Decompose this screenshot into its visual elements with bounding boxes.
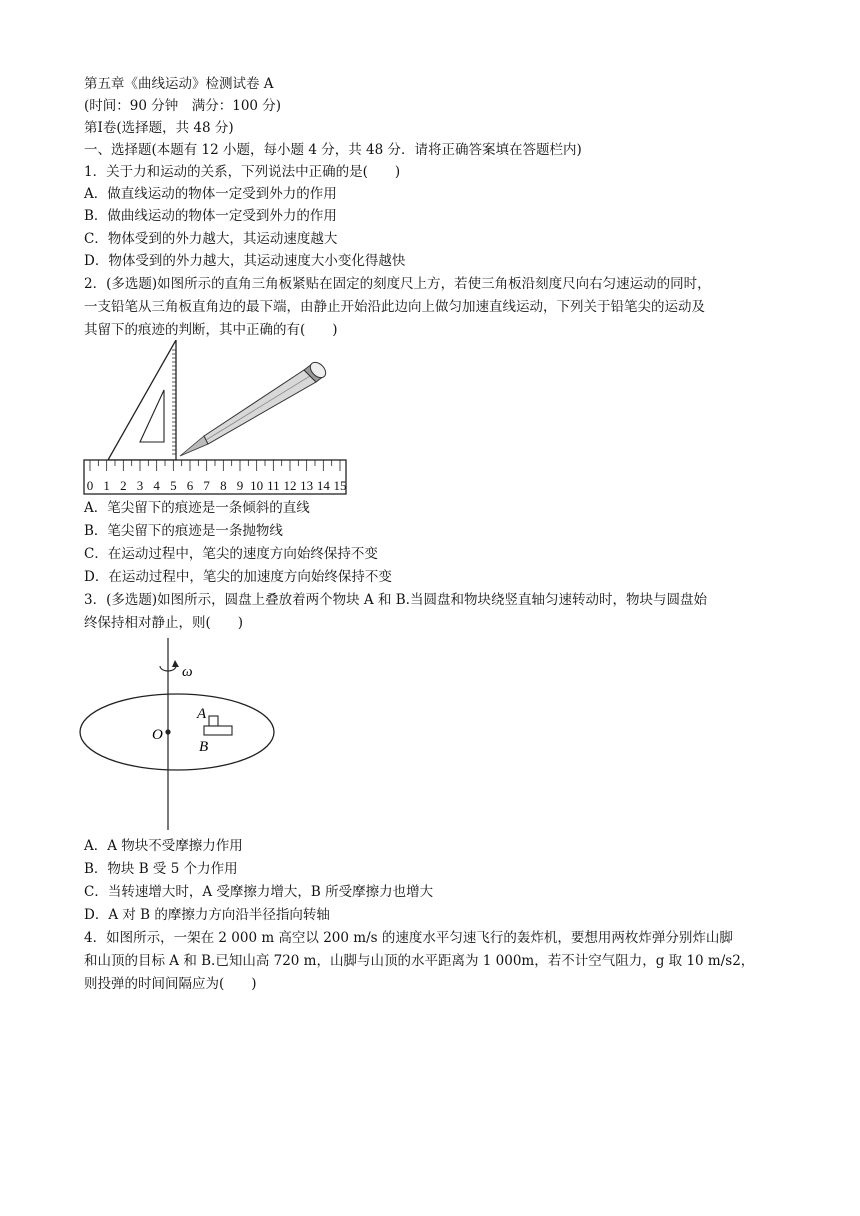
pencil-icon [180,359,329,456]
q2-option-a: A．笔尖留下的痕迹是一条倾斜的直线 [84,500,310,516]
center-point [165,729,170,734]
ruler-number: 6 [186,478,194,493]
ruler-number: 3 [136,478,144,493]
q2-stem-line-2: 一支铅笔从三角板直角边的最下端，由静止开始沿此边向上做匀加速直线运动，下列关于铅笔尖的运动及 [84,299,705,315]
block-b [204,726,232,735]
rotating-disc-figure [78,636,278,832]
center-label: O [152,727,163,743]
q3-option-a: A．A 物块不受摩擦力作用 [84,838,243,854]
ruler-number: 12 [283,478,297,493]
block-a-label: A [197,706,207,722]
q3-option-c: C．当转速增大时，A 受摩擦力增大，B 所受摩擦力也增大 [84,884,434,900]
q1-option-c: C．物体受到的外力越大，其运动速度越大 [84,231,338,247]
q2-option-c: C．在运动过程中，笔尖的速度方向始终保持不变 [84,546,378,562]
ruler-number: 14 [316,478,330,493]
q3-option-d: D．A 对 B 的摩擦力方向沿半径指向转轴 [84,907,330,923]
ruler-number: 1 [103,478,110,493]
q1-stem: 1．关于力和运动的关系，下列说法中正确的是( ) [84,164,401,180]
q2-option-b: B．笔尖留下的痕迹是一条抛物线 [84,523,283,539]
ruler-number: 2 [120,478,127,493]
ruler-number: 4 [153,478,160,493]
ruler-number: 8 [220,478,227,493]
q3-stem-line-2: 终保持相对静止，则( ) [84,615,244,631]
section-heading: 一、选择题(本题有 12 小题，每小题 4 分，共 48 分．请将正确答案填在答题栏内) [84,142,582,158]
exam-title: 第五章《曲线运动》检测试卷 A [84,76,274,92]
ruler-number: 13 [300,478,314,493]
triangle-ruler-pencil-figure [82,340,352,496]
q3-stem-line-1: 3．(多选题)如图所示，圆盘上叠放着两个物块 A 和 B.当圆盘和物块绕竖直轴匀速转动时，物块与圆盘始 [84,592,707,608]
time-info: (时间：90 分钟 满分：100 分) [84,98,282,114]
ruler-number: 10 [250,478,264,493]
q1-option-a: A．做直线运动的物体一定受到外力的作用 [84,186,337,202]
ruler-number: 9 [236,478,244,493]
omega-label: ω [182,664,193,680]
q4-stem-line-3: 则投弹的时间间隔应为( ) [84,976,257,992]
q2-option-d: D．在运动过程中，笔尖的加速度方向始终保持不变 [84,569,392,585]
part-heading: 第Ⅰ卷(选择题，共 48 分) [84,120,234,136]
q1-option-d: D．物体受到的外力越大，其运动速度大小变化得越快 [84,253,406,269]
disc [80,694,274,770]
q4-stem-line-1: 4．如图所示，一架在 2 000 m 高空以 200 m/s 的速度水平匀速飞行的轰炸机，要想用两枚炸弹分别炸山脚 [84,930,733,946]
block-b-label: B [199,739,209,755]
q2-stem-line-1: 2．(多选题)如图所示的直角三角板紧贴在固定的刻度尺上方，若使三角板沿刻度尺向右匀速运动的同时， [84,276,711,292]
block-a [209,716,218,726]
ruler-number: 15 [333,478,347,493]
q4-stem-line-2: 和山顶的目标 A 和 B.已知山高 720 m，山脚与山顶的水平距离为 1 000m，若不计空气阻力，g 取 10 m/s2， [84,953,755,969]
ruler-number: 11 [267,478,280,493]
q3-option-b: B．物块 B 受 5 个力作用 [84,861,238,877]
ruler-number: 0 [86,478,94,493]
q1-option-b: B．做曲线运动的物体一定受到外力的作用 [84,208,337,224]
ruler-number: 5 [170,478,177,493]
ruler-number: 7 [203,478,210,493]
q2-stem-line-3: 其留下的痕迹的判断，其中正确的有( ) [84,322,338,338]
